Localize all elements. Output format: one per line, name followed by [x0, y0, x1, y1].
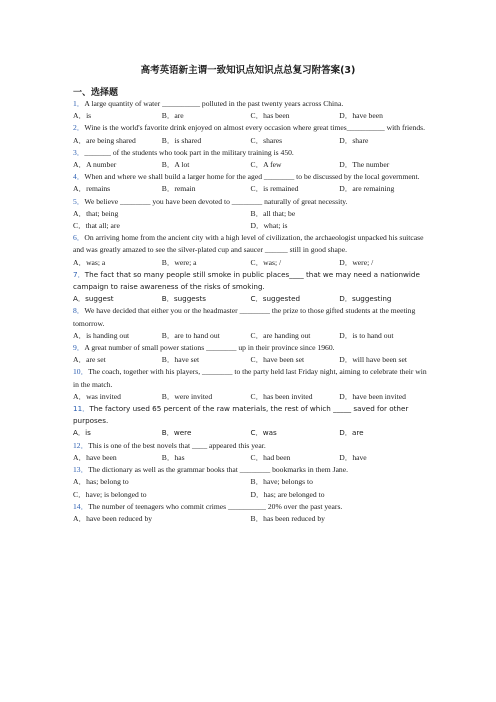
question-text: A large quantity of water __________ polluted in the past twenty years across China.	[84, 99, 344, 108]
option: B．were; a	[161, 257, 197, 267]
option: A．are set	[73, 355, 106, 365]
option: A．A number	[73, 160, 117, 170]
question	[73, 171, 428, 195]
question	[73, 305, 428, 342]
option: C．shares	[250, 135, 283, 145]
question-text: When and where we shall build a larger home for the aged ________ to be discussed by the local government.	[84, 172, 420, 182]
option-row	[73, 159, 428, 171]
option-row	[73, 427, 428, 439]
option: C．are handing out	[250, 330, 311, 340]
question-number: 10．	[73, 367, 89, 377]
question-text: Wine is the world's favorite drink enjoyed on almost every occasion where great times__________ with friends.	[84, 123, 425, 133]
option: D．have been invited	[339, 391, 406, 401]
option: A．is	[73, 111, 92, 121]
question-text: The dictionary as well as the grammar books that ________ bookmarks in them Jane.	[88, 465, 349, 475]
option: D．The number	[339, 160, 390, 170]
option-row	[73, 183, 428, 195]
option-row	[73, 476, 428, 488]
question	[73, 403, 428, 440]
option: A．has; belong to	[73, 477, 129, 487]
question-text: We have decided that either you or the headmaster ________ the prize to those gifted students at the meeting tomorrow.	[73, 306, 416, 328]
question-number: 1．	[73, 99, 85, 108]
question-number: 14．	[73, 501, 89, 511]
page-title: 高考英语新主谓一致知识点知识点总复习附答案(3)	[140, 65, 356, 76]
question-number: 8．	[73, 306, 85, 316]
option: B．were	[161, 428, 192, 438]
option: C．was; /	[250, 257, 282, 267]
question-list	[73, 98, 428, 525]
option: D．is to hand out	[339, 330, 394, 340]
option: C．that all; are	[73, 221, 120, 231]
question-number: 4．	[73, 172, 85, 182]
option-row	[73, 135, 428, 147]
question-text: This is one of the best novels that ____ appeared this year.	[88, 440, 266, 450]
option: C．was	[250, 428, 277, 438]
option: B．have; belongs to	[250, 477, 313, 487]
option: A．remains	[73, 184, 111, 194]
question	[73, 98, 428, 122]
option: B．A lot	[161, 160, 190, 170]
option: D．has; are belonged to	[250, 489, 325, 499]
question	[73, 501, 428, 525]
question	[73, 122, 428, 146]
question-number: 12．	[73, 440, 89, 450]
option: B．were invited	[161, 391, 213, 401]
option: B．suggests	[161, 294, 207, 304]
option: A．was; a	[73, 257, 106, 267]
option: A．was invited	[73, 391, 121, 401]
question	[73, 342, 428, 366]
option: B．all that; be	[250, 208, 296, 218]
option-row	[73, 293, 428, 305]
option: D．will have been set	[339, 355, 407, 365]
option: B．has been reduced by	[250, 513, 325, 523]
option: C．have; is belonged to	[73, 489, 147, 499]
option: B．has	[161, 452, 185, 462]
option-row	[73, 489, 428, 501]
question	[73, 232, 428, 269]
option-row	[73, 208, 428, 220]
option: B．is shared	[161, 135, 202, 145]
option: A．suggest	[73, 294, 114, 304]
question	[73, 269, 428, 306]
question	[73, 464, 428, 501]
question-text: _______ of the students who took part in the military training is 450.	[84, 147, 294, 157]
option: D．have	[339, 452, 367, 462]
question-text: On arriving home from the ancient city with a high level of civilization, the archaeologist unpacked his suitcase and was greatly amazed to see the silver-plated cup and saucer ______ still in good shape.	[73, 233, 424, 255]
option: D．were; /	[339, 257, 374, 267]
option: A．is	[73, 428, 91, 438]
option: D．are	[339, 428, 364, 438]
question-number: 9．	[73, 343, 85, 353]
question-text: The number of teenagers who commit crimes __________ 20% over the past years.	[88, 501, 343, 511]
option: A．have been	[73, 452, 117, 462]
option-row	[73, 257, 428, 269]
question	[73, 440, 428, 464]
question-number: 2．	[73, 123, 85, 133]
question-number: 7．	[73, 269, 85, 279]
option: D．have been	[339, 111, 383, 121]
question-text: The coach, together with his players, ________ to the party held last Friday night, aiming to celebrate their win in the match.	[73, 367, 427, 389]
option: A．have been reduced by	[73, 513, 153, 523]
option: B．are	[161, 111, 184, 121]
option-row	[73, 220, 428, 232]
option: D．are remaining	[339, 184, 395, 194]
option: D．share	[339, 135, 369, 145]
option: C．have been set	[250, 355, 305, 365]
option-row	[73, 354, 428, 366]
option-row	[73, 513, 428, 525]
option: C．has been invited	[250, 391, 313, 401]
question-text: The factory used 65 percent of the raw materials, the rest of which _____ saved for other purposes.	[73, 404, 409, 426]
question-number: 3．	[73, 147, 85, 157]
option: C．has been	[250, 111, 290, 121]
option: B．have set	[161, 355, 200, 365]
question-number: 5．	[73, 196, 85, 206]
question-number: 6．	[73, 233, 85, 243]
option-row	[73, 110, 428, 122]
question-text: We believe ________ you have been devoted to ________ naturally of great necessity.	[84, 196, 348, 206]
question	[73, 196, 428, 233]
option-row	[73, 391, 428, 403]
option: A．that; being	[73, 208, 119, 218]
option: D．suggesting	[339, 294, 392, 304]
option-row	[73, 452, 428, 464]
option: C．is remained	[250, 184, 299, 194]
section-heading: 一、选择题	[73, 88, 119, 98]
question	[73, 366, 428, 403]
question	[73, 147, 428, 171]
question-number: 11．	[73, 404, 90, 414]
option: B．are to hand out	[161, 330, 220, 340]
option: B．remain	[161, 184, 196, 194]
question-number: 13．	[73, 465, 89, 475]
option: A．are being shared	[73, 135, 136, 145]
option-row	[73, 330, 428, 342]
option: C．suggested	[250, 294, 301, 304]
option: C．had been	[250, 452, 291, 462]
option: A．is handing out	[73, 330, 130, 340]
option: D．what; is	[250, 221, 288, 231]
question-text: The fact that so many people still smoke in public places____ that we may need a nationwide campaign to raise awareness of the risks of smoking.	[73, 269, 420, 292]
question-text: A great number of small power stations ________ up in their province since 1960.	[84, 343, 335, 353]
option: C．A few	[250, 160, 282, 170]
